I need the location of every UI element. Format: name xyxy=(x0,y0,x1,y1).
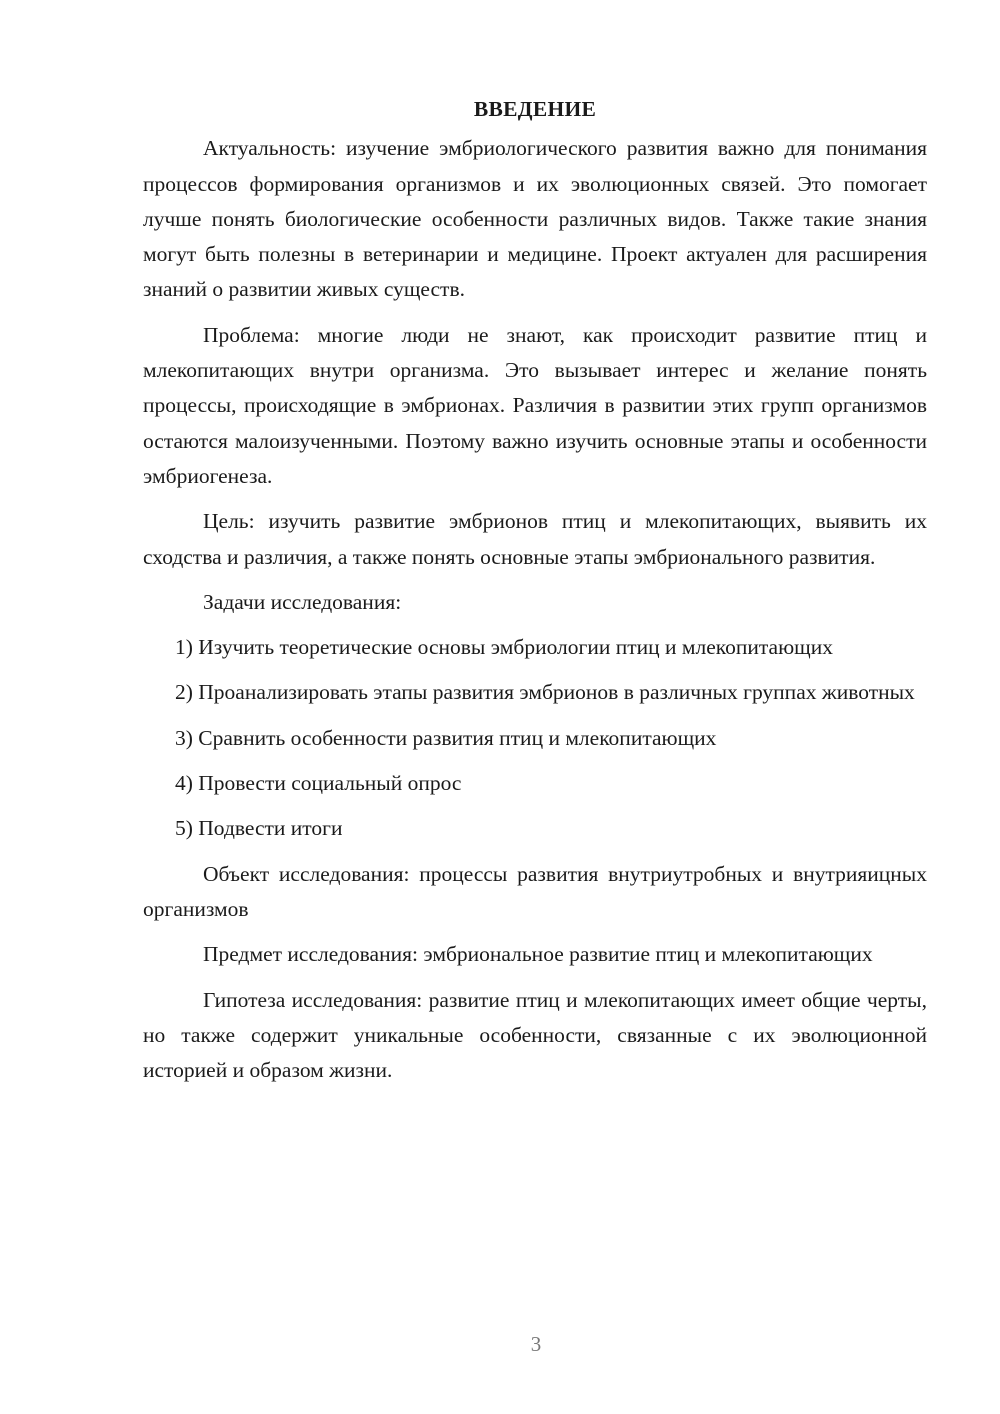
object-paragraph: Объект исследования: процессы развития внутриутробных и внутрияицных организмов xyxy=(143,861,927,921)
tasks-list xyxy=(143,630,927,846)
subject-paragraph: Предмет исследования: эмбриональное развитие птиц и млекопитающих xyxy=(203,942,873,967)
task-item: 5) Подвести итоги xyxy=(175,816,343,841)
task-item: 4) Провести социальный опрос xyxy=(175,771,462,796)
hypothesis-paragraph: Гипотеза исследования: развитие птиц и млекопитающих имеет общие черты, но также содержит уникальные особенности, связанные с их эволюционной историей и образом жизни. xyxy=(143,987,927,1083)
goal-paragraph: Цель: изучить развитие эмбрионов птиц и млекопитающих, выявить их сходства и различия, а также понять основные этапы эмбрионального развития. xyxy=(143,509,927,569)
task-item: 1) Изучить теоретические основы эмбриологии птиц и млекопитающих xyxy=(175,635,833,660)
page-number: 3 xyxy=(530,1332,542,1356)
tasks-heading: Задачи исследования: xyxy=(203,589,402,614)
relevance-paragraph: Актуальность: изучение эмбриологического развития важно для понимания процессов формирования организмов и их эволюционных связей. Это помогает лучше понять биологические особенности различных видов. Также такие знания могут быть полезны в ветеринарии и медицине. Проект актуален для расширения знаний о развитии живых существ. xyxy=(143,136,927,302)
problem-paragraph: Проблема: многие люди не знают, как происходит развитие птиц и млекопитающих внутри организма. Это вызывает интерес и желание понять процессы, происходящие в эмбрионах. Различия в развитии этих групп организмов остаются малоизученными. Поэтому важно изучить основные этапы и особенности эмбриогенеза. xyxy=(143,322,927,488)
task-item: 3) Сравнить особенности развития птиц и млекопитающих xyxy=(175,725,717,750)
section-title: ВВЕДЕНИЕ xyxy=(473,97,597,121)
task-item: 2) Проанализировать этапы развития эмбрионов в различных группах животных xyxy=(175,680,915,705)
page-content xyxy=(143,92,927,1098)
